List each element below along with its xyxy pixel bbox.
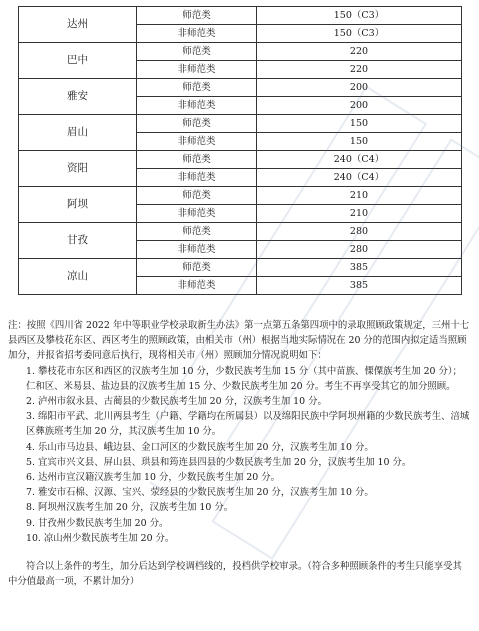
table-row [19, 43, 462, 61]
rule-number: 1. [26, 365, 35, 377]
rule-text: 甘孜州少数民族考生加 20 分。 [37, 517, 169, 529]
category-cell: 师范类 [137, 7, 257, 25]
rule-text: 达州市宣汉籍汉族考生加 10 分，少数民族考生加 20 分。 [37, 472, 280, 484]
table-row [19, 79, 462, 97]
admission-score-table [18, 6, 462, 295]
score-cell: 150 [257, 133, 462, 151]
category-cell: 非师范类 [137, 205, 257, 223]
category-cell: 非师范类 [137, 277, 257, 295]
rule-number: 5. [26, 456, 35, 468]
table-row [19, 259, 462, 277]
score-cell: 220 [257, 61, 462, 79]
region-cell: 雅安 [19, 79, 137, 115]
category-cell: 非师范类 [137, 133, 257, 151]
table-row [19, 151, 462, 169]
category-cell: 非师范类 [137, 25, 257, 43]
table-row [19, 187, 462, 205]
score-cell: 385 [257, 277, 462, 295]
bonus-rule-item [8, 364, 470, 394]
category-cell: 师范类 [137, 187, 257, 205]
category-cell: 非师范类 [137, 61, 257, 79]
region-cell: 眉山 [19, 115, 137, 151]
rule-number: 6. [26, 472, 35, 484]
score-cell: 240（C4） [257, 151, 462, 169]
score-cell: 150（C3） [257, 25, 462, 43]
bonus-rules-list [8, 364, 470, 546]
region-cell: 资阳 [19, 151, 137, 187]
rule-text: 阿坝州汉族考生加 20 分，汉族考生加 10 分。 [37, 502, 234, 514]
score-cell: 200 [257, 97, 462, 115]
bonus-rule-item [8, 516, 470, 531]
rule-number: 10. [26, 532, 41, 544]
rule-text: 乐山市马边县、峨边县、金口河区的少数民族考生加 20 分，汉族考生加 10 分。 [37, 441, 374, 453]
bonus-rule-item [8, 470, 470, 485]
rule-number: 4. [26, 441, 35, 453]
category-cell: 师范类 [137, 79, 257, 97]
rule-number: 8. [26, 502, 35, 514]
notes-intro: 注：按照《四川省 2022 年中等职业学校录取新生办法》第一点第五条第四项中的录取照顾政策规定，三州十七县西区及攀枝花东区、西区考生的照顾政策，由相关市（州）根据当地实际情况在 20 分的范围内拟定适当照顾加分，并报省招考委同意后执行，现将相关市（州）照顾加分情况说明如下： [8, 320, 470, 362]
region-cell: 阿坝 [19, 187, 137, 223]
table-body [19, 7, 462, 295]
score-cell: 150 [257, 115, 462, 133]
category-cell: 非师范类 [137, 97, 257, 115]
region-cell: 凉山 [19, 259, 137, 295]
score-cell: 200 [257, 79, 462, 97]
table-row [19, 7, 462, 25]
bonus-rule-item [8, 440, 470, 455]
rule-number: 2. [26, 396, 35, 408]
category-cell: 师范类 [137, 259, 257, 277]
rule-text: 攀枝花市东区和西区的汉族考生加 10 分，少数民族考生加 15 分（其中苗族、傈僳族考生加 20 分）；仁和区、米易县、盐边县的汉族考生加 15 分、少数民族考生加 20 分。考生不再享受其它的加分照顾。 [26, 365, 462, 392]
rule-text: 凉山州少数民族考生加 20 分。 [43, 532, 175, 544]
category-cell: 师范类 [137, 151, 257, 169]
bonus-rule-item [8, 531, 470, 546]
bonus-rule-item [8, 394, 470, 409]
notes-section [8, 318, 470, 589]
region-cell: 达州 [19, 7, 137, 43]
rule-number: 3. [26, 411, 35, 423]
score-cell: 280 [257, 223, 462, 241]
category-cell: 师范类 [137, 223, 257, 241]
score-cell: 280 [257, 241, 462, 259]
category-cell: 非师范类 [137, 169, 257, 187]
score-cell: 210 [257, 205, 462, 223]
score-cell: 385 [257, 259, 462, 277]
rule-number: 7. [26, 487, 35, 499]
score-cell: 210 [257, 187, 462, 205]
score-cell: 220 [257, 43, 462, 61]
bonus-rule-item [8, 500, 470, 515]
rule-number: 9. [26, 517, 35, 529]
table-row [19, 115, 462, 133]
score-cell: 150（C3） [257, 7, 462, 25]
rule-text: 泸州市叙永县、古蔺县的少数民族考生加 20 分，汉族考生加 10 分。 [37, 396, 327, 408]
rule-text: 绵阳市平武、北川两县考生（户籍、学籍均在所属县）以及绵阳民族中学阿坝州籍的少数民族考生、涪城区彝族班考生加 20 分，其汉族考生加 10 分。 [26, 411, 470, 438]
bonus-rule-item [8, 485, 470, 500]
category-cell: 非师范类 [137, 241, 257, 259]
table-row [19, 223, 462, 241]
bonus-rule-item [8, 455, 470, 470]
bonus-rule-item [8, 409, 470, 439]
closing-paragraph: 符合以上条件的考生，加分后达到学校调档线的，投档供学校审录。（符合多种照顾条件的考生只能享受其中分值最高一项，不累计加分） [8, 561, 462, 588]
region-cell: 巴中 [19, 43, 137, 79]
category-cell: 师范类 [137, 115, 257, 133]
rule-text: 宜宾市兴文县、屏山县、珙县和筠连县四县的少数民族考生加 20 分，汉族考生加 10 分。 [37, 456, 412, 468]
region-cell: 甘孜 [19, 223, 137, 259]
rule-text: 雅安市石棉、汉源、宝兴、荥经县的少数民族考生加 20 分，汉族考生加 10 分。 [37, 487, 374, 499]
category-cell: 师范类 [137, 43, 257, 61]
score-cell: 240（C4） [257, 169, 462, 187]
